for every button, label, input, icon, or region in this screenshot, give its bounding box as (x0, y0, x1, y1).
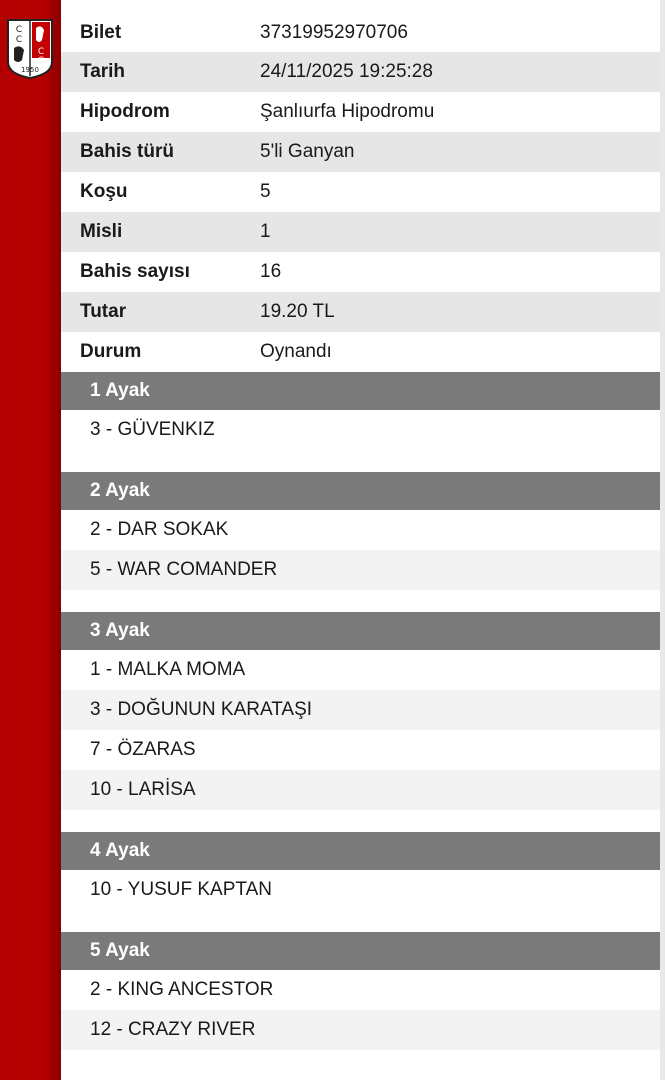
ticket-details-panel (61, 0, 660, 1080)
sidebar (0, 0, 61, 1080)
leg-header: 2 Ayak (61, 472, 660, 510)
info-label: Hipodrom (80, 101, 170, 122)
info-row (61, 0, 660, 52)
info-label: Durum (80, 341, 142, 362)
scroll-edge (660, 0, 665, 1080)
leg-spacer (61, 1050, 660, 1072)
info-row (61, 52, 660, 92)
info-label: Bilet (80, 22, 122, 43)
info-row (61, 292, 660, 332)
info-row (61, 332, 660, 372)
svg-text:C: C (37, 56, 45, 66)
info-label: Tutar (80, 301, 127, 322)
horse-selection: 10 - YUSUF KAPTAN (90, 879, 272, 900)
logo-year: 1950 (21, 66, 39, 74)
legs-list (61, 372, 660, 1072)
horse-selection: 3 - DOĞUNUN KARATAŞI (61, 690, 660, 730)
info-label: Tarih (80, 61, 126, 82)
horse-selection: 1 - MALKA MOMA (90, 659, 246, 680)
leg-header: 1 Ayak (61, 372, 660, 410)
info-value: 24/11/2025 19:25:28 (260, 61, 433, 82)
info-label: Bahis türü (80, 141, 174, 162)
leg-header: 4 Ayak (61, 832, 660, 870)
leg-spacer (61, 450, 660, 472)
info-row (61, 252, 660, 292)
ticket-info-table (61, 0, 660, 372)
leg-spacer (61, 910, 660, 932)
leg-spacer (61, 810, 660, 832)
svg-text:C: C (15, 35, 23, 45)
info-label: Bahis sayısı (80, 261, 190, 282)
horse-selection: 3 - GÜVENKIZ (90, 419, 215, 440)
leg-spacer (61, 590, 660, 612)
info-row (61, 212, 660, 252)
info-row (61, 172, 660, 212)
horse-selection: 2 - DAR SOKAK (90, 519, 229, 540)
info-row (61, 132, 660, 172)
leg-header: 3 Ayak (61, 612, 660, 650)
horse-selection: 12 - CRAZY RIVER (61, 1010, 660, 1050)
info-value: Şanlıurfa Hipodromu (260, 101, 435, 122)
horse-selection: 5 - WAR COMANDER (61, 550, 660, 590)
info-label: Misli (80, 221, 123, 242)
info-value: 5 (260, 181, 271, 202)
info-value: 19.20 TL (260, 301, 335, 322)
horse-selection: 10 - LARİSA (61, 770, 660, 810)
svg-text:C: C (15, 25, 23, 35)
info-value: Oynandı (260, 341, 332, 362)
svg-text:C: C (37, 47, 45, 57)
info-value: 1 (260, 221, 271, 242)
info-value: 37319952970706 (260, 22, 408, 43)
info-value: 5'li Ganyan (260, 141, 355, 162)
club-shield-logo-icon (6, 18, 54, 80)
info-label: Koşu (80, 181, 128, 202)
info-value: 16 (260, 261, 282, 282)
info-row (61, 92, 660, 132)
horse-selection: 7 - ÖZARAS (90, 739, 196, 760)
horse-selection: 2 - KING ANCESTOR (90, 979, 274, 1000)
leg-header: 5 Ayak (61, 932, 660, 970)
